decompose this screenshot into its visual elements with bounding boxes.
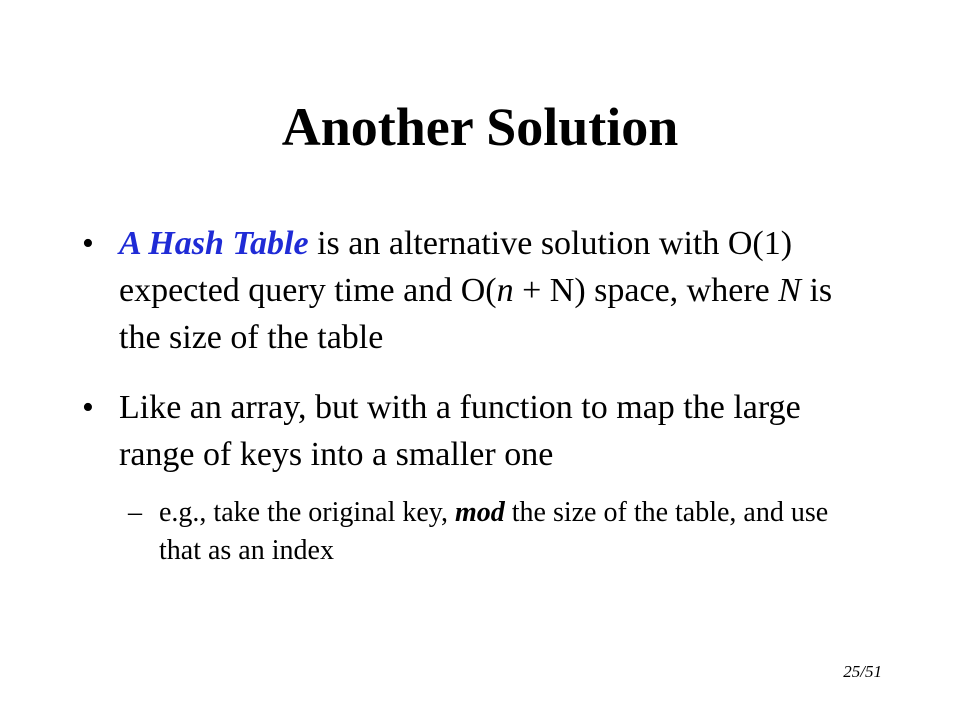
variable-n: n: [496, 272, 514, 309]
text-segment: e.g., take the original key,: [159, 497, 455, 528]
bullet-text: [119, 220, 882, 361]
variable-N: N: [778, 272, 801, 309]
text-segment: the size of the table, and use that as an index: [159, 497, 829, 566]
hash-table-term: A Hash Table: [119, 225, 309, 262]
text-segment: + N) space, where: [513, 272, 779, 309]
sub-bullet-example: [128, 494, 868, 570]
page-number: 25/51: [843, 662, 882, 681]
bullet-text: Like an array, but with a function to map the large range of keys into a smaller one: [119, 389, 801, 473]
mod-term: mod: [454, 497, 505, 528]
bullet-dot: •: [82, 225, 94, 262]
sub-bullet-dash: –: [128, 497, 142, 528]
slide-title: Another Solution: [281, 97, 679, 157]
text-segment: is the size of the table: [119, 272, 833, 356]
bullet-hash-table: [82, 220, 882, 361]
text-segment: is an alternative solution with O(1) expected query time and O(: [119, 225, 793, 309]
bullet-like-array: [82, 384, 882, 478]
bullet-dot: •: [82, 389, 94, 426]
sub-bullet-row: [128, 494, 868, 570]
bullet-row: [82, 220, 882, 361]
sub-bullet-text: [159, 494, 868, 570]
bullet-row: [82, 384, 882, 478]
